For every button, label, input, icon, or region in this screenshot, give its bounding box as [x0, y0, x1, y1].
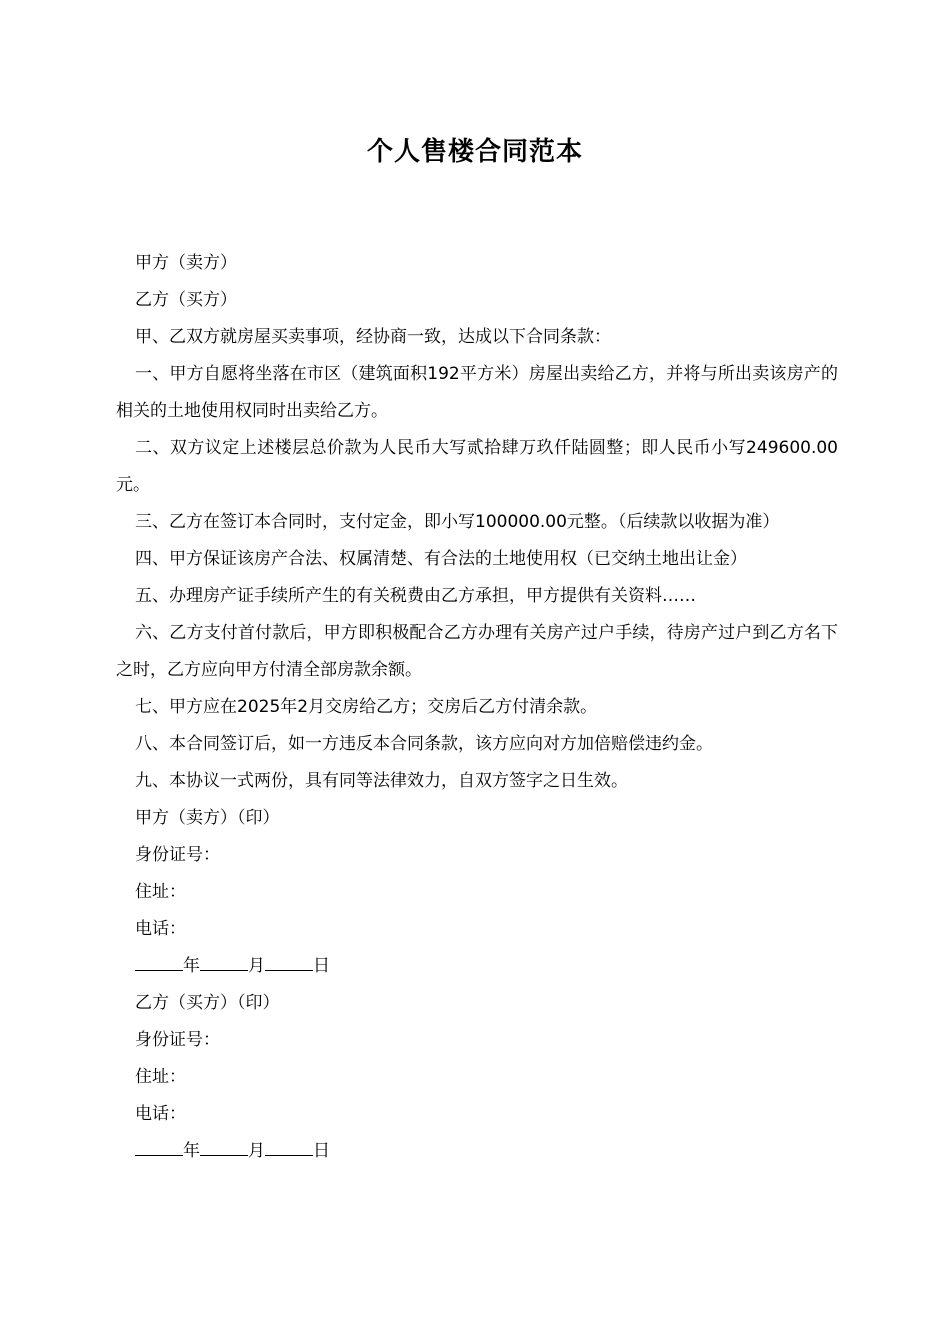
contract-body — [116, 245, 838, 1170]
buyer-day-blank — [265, 1135, 313, 1156]
buyer-sign-label: 乙方（买方）（印） — [135, 993, 280, 1013]
document-title: 个人售楼合同范本 — [366, 137, 583, 167]
buyer-month-label: 月 — [248, 1141, 265, 1161]
clause-5: 五、办理房产证手续所产生的有关税费由乙方承担，甲方提供有关资料…… — [135, 586, 696, 606]
seller-party-line: 甲方（卖方） — [135, 253, 237, 273]
buyer-month-blank — [200, 1135, 248, 1156]
buyer-year-label: 年 — [183, 1141, 200, 1161]
buyer-address-label: 住址： — [135, 1067, 186, 1087]
seller-year-label: 年 — [183, 956, 200, 976]
seller-id-label: 身份证号： — [135, 845, 220, 865]
seller-day-blank — [265, 950, 313, 971]
buyer-date-line — [116, 1133, 838, 1170]
buyer-day-label: 日 — [313, 1141, 330, 1161]
seller-year-blank — [135, 950, 183, 971]
seller-month-label: 月 — [248, 956, 265, 976]
buyer-party-line: 乙方（买方） — [135, 290, 237, 310]
clause-7: 七、甲方应在2025年2月交房给乙方；交房后乙方付清余款。 — [135, 697, 598, 717]
clause-3: 三、乙方在签订本合同时，支付定金，即小写100000.00元整。（后续款以收据为准） — [135, 512, 780, 532]
buyer-id-label: 身份证号： — [135, 1030, 220, 1050]
intro-clause: 甲、乙双方就房屋买卖事项，经协商一致，达成以下合同条款： — [135, 327, 611, 347]
buyer-phone-label: 电话： — [135, 1104, 186, 1124]
seller-address-label: 住址： — [135, 882, 186, 902]
clause-6: 六、乙方支付首付款后，甲方即积极配合乙方办理有关房产过户手续，待房产过户到乙方名下之时，乙方应向甲方付清全部房款余额。 — [116, 623, 838, 680]
buyer-year-blank — [135, 1135, 183, 1156]
clause-1: 一、甲方自愿将坐落在市区（建筑面积192平方米）房屋出卖给乙方，并将与所出卖该房产的相关的土地使用权同时出卖给乙方。 — [116, 364, 838, 421]
seller-sign-label: 甲方（卖方）（印） — [135, 808, 280, 828]
clause-2: 二、双方议定上述楼层总价款为人民币大写贰拾肆万玖仟陆圆整；即人民币小写249600.00元。 — [116, 438, 838, 495]
clause-9: 九、本协议一式两份，具有同等法律效力，自双方签字之日生效。 — [135, 771, 628, 791]
seller-date-line — [116, 948, 838, 985]
seller-phone-label: 电话： — [135, 919, 186, 939]
seller-day-label: 日 — [313, 956, 330, 976]
seller-month-blank — [200, 950, 248, 971]
clause-4: 四、甲方保证该房产合法、权属清楚、有合法的土地使用权（已交纳土地出让金） — [135, 549, 747, 569]
clause-8: 八、本合同签订后，如一方违反本合同条款，该方应向对方加倍赔偿违约金。 — [135, 734, 713, 754]
